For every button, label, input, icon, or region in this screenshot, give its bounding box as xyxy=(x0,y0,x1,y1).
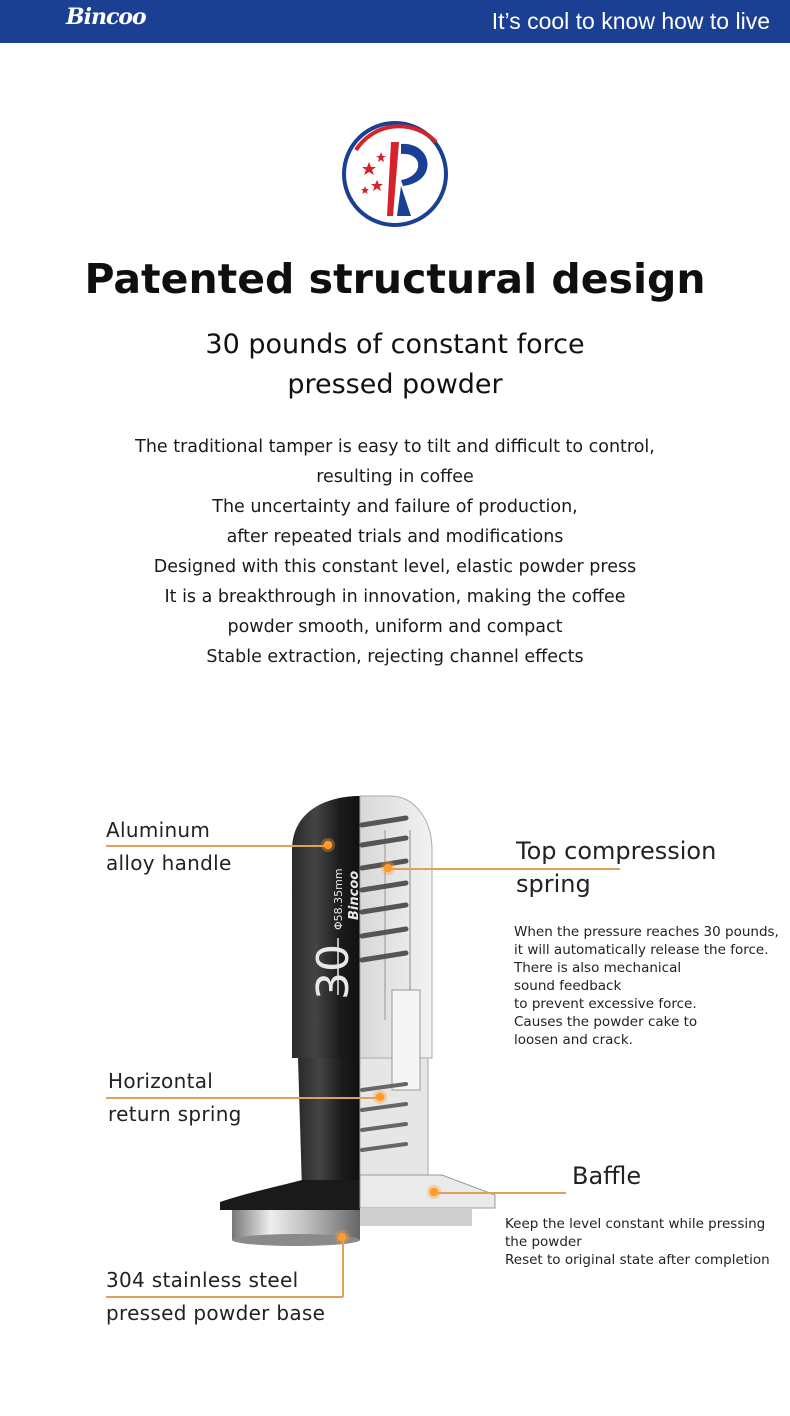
header-bar xyxy=(0,0,790,43)
description-line: Designed with this constant level, elastic powder press xyxy=(153,557,637,577)
patent-badge-icon xyxy=(341,120,449,228)
tamper-cutaway-image xyxy=(210,790,510,1260)
top-spring-marker xyxy=(381,861,395,875)
top-spring-callout xyxy=(516,835,716,901)
return-spring-callout xyxy=(108,1065,242,1131)
base-marker xyxy=(335,1230,349,1244)
page-subtitle xyxy=(0,325,790,405)
baffle-notes xyxy=(505,1215,770,1269)
engraving-size: Φ58.35mm xyxy=(332,868,345,930)
description-line: after repeated trials and modifications xyxy=(226,527,564,547)
subtitle-line: 30 pounds of constant force xyxy=(205,329,585,360)
callout-line: Baffle xyxy=(572,1162,642,1190)
description xyxy=(0,432,790,672)
callout-line: pressed powder base xyxy=(106,1301,326,1325)
base-callout xyxy=(106,1264,325,1330)
note-line: Reset to original state after completion xyxy=(505,1252,770,1268)
note-line: loosen and crack. xyxy=(514,1032,633,1048)
description-line: Stable extraction, rejecting channel effects xyxy=(206,647,584,667)
engraving-brand: Bincoo xyxy=(347,870,362,920)
description-line: resulting in coffee xyxy=(316,467,474,487)
header-tagline: It’s cool to know how to live xyxy=(491,8,770,34)
callout-line: Top compression xyxy=(516,837,717,865)
baffle-marker xyxy=(427,1185,441,1199)
callout-line: return spring xyxy=(108,1102,242,1126)
callout-line: Aluminum xyxy=(106,818,211,842)
description-line: powder smooth, uniform and compact xyxy=(227,617,563,637)
note-line: There is also mechanical xyxy=(514,960,682,976)
note-line: the powder xyxy=(505,1234,582,1250)
callout-line: Horizontal xyxy=(108,1069,214,1093)
baffle-callout xyxy=(572,1160,641,1193)
base-leader-line-vertical xyxy=(342,1237,344,1297)
note-line: it will automatically release the force. xyxy=(514,942,769,958)
note-line: Keep the level constant while pressing xyxy=(505,1216,766,1232)
note-line: Causes the powder cake to xyxy=(514,1014,698,1030)
note-line: When the pressure reaches 30 pounds, xyxy=(514,924,779,940)
handle-callout xyxy=(106,814,232,880)
description-line: The traditional tamper is easy to tilt and difficult to control, xyxy=(135,437,655,457)
note-line: to prevent excessive force. xyxy=(514,996,697,1012)
callout-line: 304 stainless steel xyxy=(106,1268,299,1292)
description-line: The uncertainty and failure of production, xyxy=(212,497,578,517)
baffle-leader-line xyxy=(434,1192,566,1194)
handle-marker xyxy=(321,838,335,852)
note-line: sound feedback xyxy=(514,978,622,994)
brand-logo[interactable]: Bincoo xyxy=(66,4,146,30)
page-title: Patented structural design xyxy=(84,255,706,303)
callout-line: spring xyxy=(516,870,591,898)
subtitle-line: pressed powder xyxy=(287,369,503,400)
return-spring-marker xyxy=(373,1090,387,1104)
callout-line: alloy handle xyxy=(106,851,232,875)
top-spring-notes xyxy=(514,923,779,1049)
description-line: It is a breakthrough in innovation, making the coffee xyxy=(164,587,626,607)
engraving-number: 30 xyxy=(308,944,359,1000)
